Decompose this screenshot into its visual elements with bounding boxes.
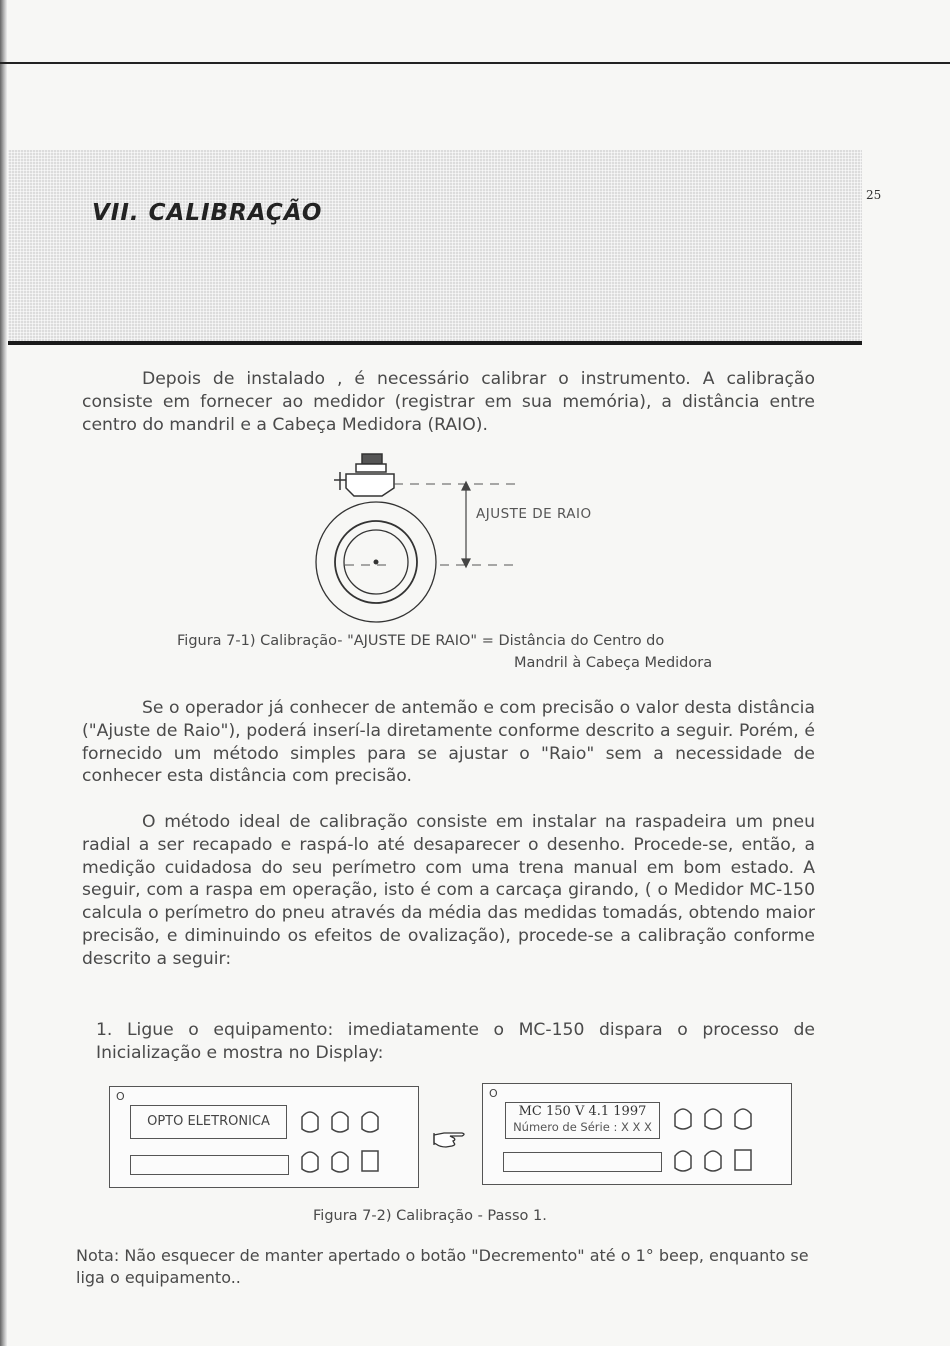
figure-radius-adjust (290, 450, 630, 630)
paragraph-known-radius (82, 697, 815, 788)
panel1-button-5 (332, 1152, 348, 1172)
intro-paragraph (82, 368, 815, 436)
mounting-hole-icon: O (489, 1087, 498, 1100)
panel1-button-1 (302, 1112, 318, 1132)
intro-paragraph-text: Depois de instalado , é necessário calibrar o instrumento. A calibração consiste em fornecer ao medidor (registrar em sua memória), a distância entre centro do mandril e a Cabeça Medidora (RAIO). (82, 369, 815, 435)
page-spine-shadow (0, 0, 7, 1346)
note (76, 1245, 809, 1289)
device-panel-2 (482, 1083, 792, 1185)
panel2-button-6 (735, 1150, 751, 1170)
panel1-button-6 (362, 1151, 378, 1171)
panel2-button-5 (705, 1151, 721, 1171)
note-text: Não esquecer de manter apertado o botão "Decremento" até o 1° beep, enquanto se liga o equipamento.. (76, 1246, 809, 1287)
radius-adjust-label: AJUSTE DE RAIO (476, 506, 592, 522)
panel2-button-grid (673, 1104, 783, 1174)
panel1-button-grid (300, 1107, 410, 1177)
figure2-caption: Figura 7-2) Calibração - Passo 1. (313, 1208, 547, 1224)
panel2-lower-display (503, 1152, 662, 1172)
figure1-caption-line1: Figura 7-1) Calibração- "AJUSTE DE RAIO" = Distância do Centro do (177, 633, 665, 649)
paragraph-ideal-method-text: O método ideal de calibração consiste em instalar na raspadeira um pneu radial a ser recapado e raspá-lo até desaparecer o desenho. Procede-se, então, a medição cuidadosa do seu perímetro com uma trena manual em bom estado. A seguir, com a raspa em operação, isto é com a carcaça girando, ( o Medidor MC-150 calcula o perímetro do pneu através da média das medidas tomadás, obtendo maior precisão, e diminuindo os efeitos de ovalização), procede-se a calibração conforme descrito a seguir: (82, 812, 815, 969)
panel1-lower-display (130, 1155, 289, 1175)
device-panel-1 (109, 1086, 419, 1188)
panel1-button-3 (362, 1112, 378, 1132)
figure1-caption-line2: Mandril à Cabeça Medidora (514, 655, 713, 671)
panel2-display (505, 1102, 660, 1139)
header-rule (8, 341, 862, 345)
top-rule (0, 62, 950, 64)
panel1-button-4 (302, 1152, 318, 1172)
panel2-display-version: MC 150 V 4.1 1997 (518, 1104, 647, 1119)
panel2-button-4 (675, 1151, 691, 1171)
paragraph-known-radius-text: Se o operador já conhecer de antemão e com precisão o valor desta distância ("Ajuste de Raio"), poderá inserí-la diretamente conforme descrito a seguir. Porém, é fornecido um método simples para se ajustar o "Raio" sem a necessidade de conhecer esta distância com precisão. (82, 698, 815, 787)
panel2-button-3 (735, 1109, 751, 1129)
pointing-hand-icon (432, 1127, 468, 1151)
radius-adjust-diagram (290, 450, 630, 630)
panel2-button-2 (705, 1109, 721, 1129)
mounting-hole-icon: O (116, 1090, 125, 1103)
step-1: 1. Ligue o equipamento: imediatamente o MC-150 dispara o processo de Inicialização e mostra no Display: (96, 1020, 815, 1063)
chapter-title: VII. CALIBRAÇÃO (92, 200, 323, 226)
panel2-display-serial: Número de Série : X X X (513, 1120, 652, 1134)
chapter-header-band (8, 150, 862, 342)
paragraph-ideal-method (82, 811, 815, 971)
panel2-button-1 (675, 1109, 691, 1129)
note-label: Nota: (76, 1246, 120, 1265)
page-number: 25 (866, 188, 882, 202)
panel1-button-2 (332, 1112, 348, 1132)
panel1-display: OPTO ELETRONICA (130, 1105, 287, 1139)
